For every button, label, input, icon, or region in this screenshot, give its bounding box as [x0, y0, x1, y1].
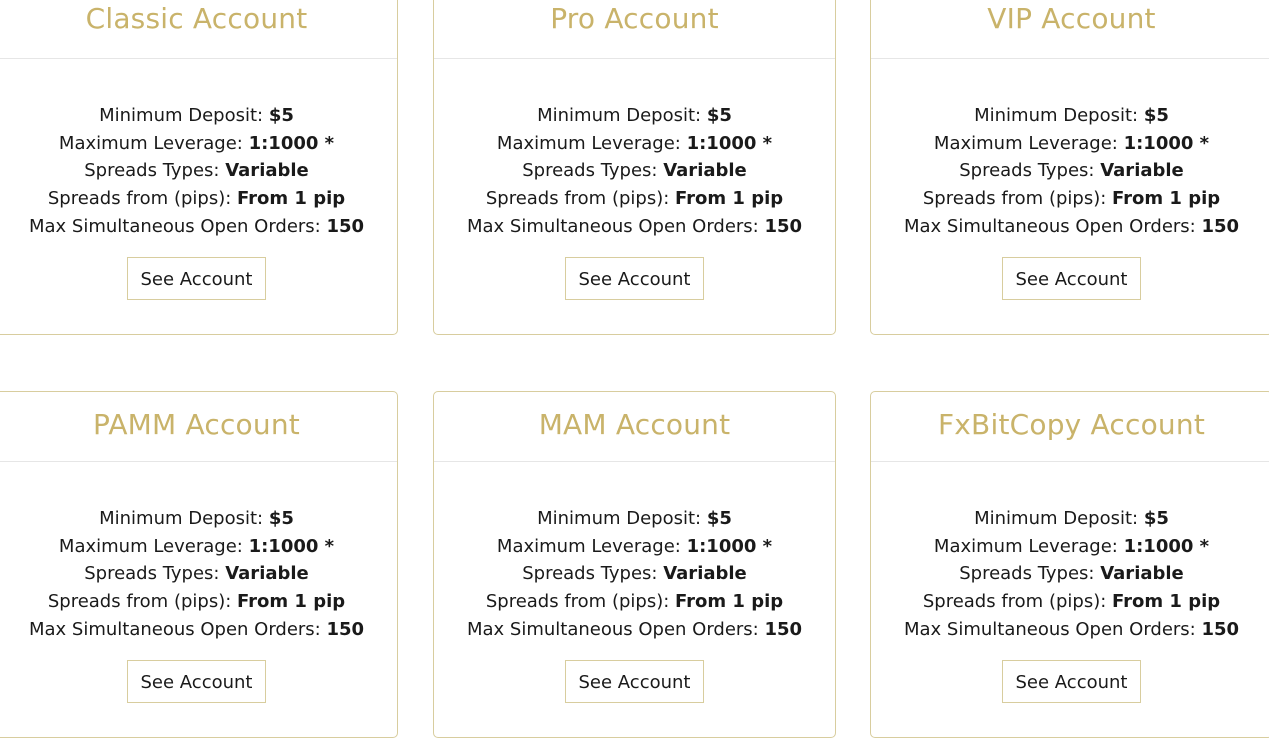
- spec-label: Spreads Types:: [522, 563, 664, 585]
- spec-spreads-types: [871, 560, 1269, 588]
- spec-label: Maximum Leverage:: [496, 535, 687, 557]
- spec-spreads-from: [434, 588, 835, 616]
- spec-max-open-orders: [871, 213, 1269, 241]
- spec-minimum-deposit: [871, 505, 1269, 533]
- spec-label: Spreads from (pips):: [922, 591, 1113, 613]
- card-header: [871, 392, 1269, 462]
- spec-value: 150: [1201, 618, 1240, 640]
- spec-value: 150: [764, 215, 803, 237]
- spec-maximum-leverage: [871, 130, 1269, 158]
- account-card-mam: [433, 391, 836, 738]
- spec-maximum-leverage: [434, 533, 835, 561]
- spec-label: Spreads from (pips):: [922, 188, 1113, 210]
- spec-label: Minimum Deposit:: [537, 508, 707, 529]
- see-account-button[interactable]: See Account: [127, 660, 266, 703]
- spec-value: 1:1000 *: [248, 132, 335, 154]
- spec-max-open-orders: [434, 616, 835, 644]
- see-account-button[interactable]: See Account: [565, 257, 704, 300]
- spec-spreads-types: [871, 157, 1269, 185]
- spec-label: Maximum Leverage:: [933, 535, 1124, 557]
- spec-value: Variable: [1100, 160, 1184, 182]
- spec-label: Maximum Leverage:: [58, 535, 249, 557]
- spec-label: Max Simultaneous Open Orders:: [28, 215, 327, 237]
- card-body: [434, 59, 835, 300]
- spec-spreads-from: [434, 185, 835, 213]
- spec-max-open-orders: [0, 616, 397, 644]
- spec-value: 150: [326, 618, 365, 640]
- see-account-button[interactable]: See Account: [127, 257, 266, 300]
- spec-maximum-leverage: [871, 533, 1269, 561]
- spec-value: Variable: [225, 160, 309, 182]
- spec-label: Spreads Types:: [959, 160, 1101, 182]
- spec-value: $5: [268, 508, 294, 529]
- spec-value: Variable: [225, 563, 309, 585]
- spec-minimum-deposit: [0, 505, 397, 533]
- card-title: MAM Account: [538, 408, 731, 441]
- spec-label: Spreads Types:: [84, 160, 226, 182]
- spec-value: 1:1000 *: [248, 535, 335, 557]
- spec-spreads-types: [0, 560, 397, 588]
- spec-value: 1:1000 *: [1123, 535, 1210, 557]
- spec-value: $5: [268, 105, 294, 126]
- spec-spreads-from: [0, 185, 397, 213]
- spec-label: Maximum Leverage:: [933, 132, 1124, 154]
- spec-label: Minimum Deposit:: [974, 105, 1144, 126]
- card-body: [871, 462, 1269, 703]
- card-title: Pro Account: [550, 2, 719, 35]
- spec-maximum-leverage: [0, 130, 397, 158]
- card-title: PAMM Account: [93, 408, 300, 441]
- account-card-vip: [870, 0, 1269, 335]
- spec-value: Variable: [663, 160, 747, 182]
- spec-max-open-orders: [871, 616, 1269, 644]
- spec-value: 150: [326, 215, 365, 237]
- spec-maximum-leverage: [434, 130, 835, 158]
- spec-label: Minimum Deposit:: [537, 105, 707, 126]
- spec-label: Max Simultaneous Open Orders:: [28, 618, 327, 640]
- spec-value: From 1 pip: [237, 591, 346, 613]
- see-account-button[interactable]: See Account: [565, 660, 704, 703]
- spec-value: $5: [706, 105, 732, 126]
- card-header: [0, 392, 397, 462]
- spec-value: $5: [706, 508, 732, 529]
- card-body: [871, 59, 1269, 300]
- card-header: [871, 0, 1269, 59]
- spec-label: Spreads Types:: [959, 563, 1101, 585]
- spec-max-open-orders: [434, 213, 835, 241]
- account-card-pro: [433, 0, 836, 335]
- card-title: Classic Account: [85, 2, 308, 35]
- card-header: [0, 0, 397, 59]
- spec-spreads-types: [0, 157, 397, 185]
- spec-value: 1:1000 *: [686, 535, 773, 557]
- spec-label: Spreads from (pips):: [47, 188, 238, 210]
- account-card-fxbitcopy: [870, 391, 1269, 738]
- card-title: FxBitCopy Account: [937, 408, 1206, 441]
- card-body: [0, 59, 397, 300]
- account-card-classic: [0, 0, 398, 335]
- card-header: [434, 0, 835, 59]
- spec-minimum-deposit: [434, 102, 835, 130]
- spec-spreads-types: [434, 157, 835, 185]
- spec-label: Minimum Deposit:: [99, 105, 269, 126]
- spec-label: Spreads from (pips):: [47, 591, 238, 613]
- spec-minimum-deposit: [434, 505, 835, 533]
- spec-label: Max Simultaneous Open Orders:: [466, 618, 765, 640]
- spec-label: Minimum Deposit:: [99, 508, 269, 529]
- spec-value: Variable: [1100, 563, 1184, 585]
- spec-value: 1:1000 *: [686, 132, 773, 154]
- spec-label: Maximum Leverage:: [58, 132, 249, 154]
- spec-spreads-from: [871, 185, 1269, 213]
- spec-label: Minimum Deposit:: [974, 508, 1144, 529]
- card-title: VIP Account: [987, 2, 1156, 35]
- spec-label: Spreads from (pips):: [485, 591, 676, 613]
- spec-value: 150: [1201, 215, 1240, 237]
- spec-value: From 1 pip: [1112, 188, 1221, 210]
- spec-value: Variable: [663, 563, 747, 585]
- spec-value: From 1 pip: [675, 188, 784, 210]
- spec-maximum-leverage: [0, 533, 397, 561]
- spec-spreads-from: [871, 588, 1269, 616]
- card-body: [0, 462, 397, 703]
- spec-label: Maximum Leverage:: [496, 132, 687, 154]
- spec-label: Spreads Types:: [522, 160, 664, 182]
- spec-value: 1:1000 *: [1123, 132, 1210, 154]
- spec-label: Spreads from (pips):: [485, 188, 676, 210]
- spec-minimum-deposit: [871, 102, 1269, 130]
- spec-value: From 1 pip: [675, 591, 784, 613]
- spec-spreads-from: [0, 588, 397, 616]
- card-body: [434, 462, 835, 703]
- spec-value: From 1 pip: [237, 188, 346, 210]
- see-account-button[interactable]: See Account: [1002, 257, 1141, 300]
- card-header: [434, 392, 835, 462]
- see-account-button[interactable]: See Account: [1002, 660, 1141, 703]
- spec-label: Max Simultaneous Open Orders:: [903, 215, 1202, 237]
- spec-value: 150: [764, 618, 803, 640]
- spec-label: Max Simultaneous Open Orders:: [466, 215, 765, 237]
- spec-minimum-deposit: [0, 102, 397, 130]
- spec-spreads-types: [434, 560, 835, 588]
- spec-value: From 1 pip: [1112, 591, 1221, 613]
- spec-value: $5: [1143, 105, 1169, 126]
- account-card-pamm: [0, 391, 398, 738]
- spec-label: Spreads Types:: [84, 563, 226, 585]
- spec-value: $5: [1143, 508, 1169, 529]
- spec-label: Max Simultaneous Open Orders:: [903, 618, 1202, 640]
- spec-max-open-orders: [0, 213, 397, 241]
